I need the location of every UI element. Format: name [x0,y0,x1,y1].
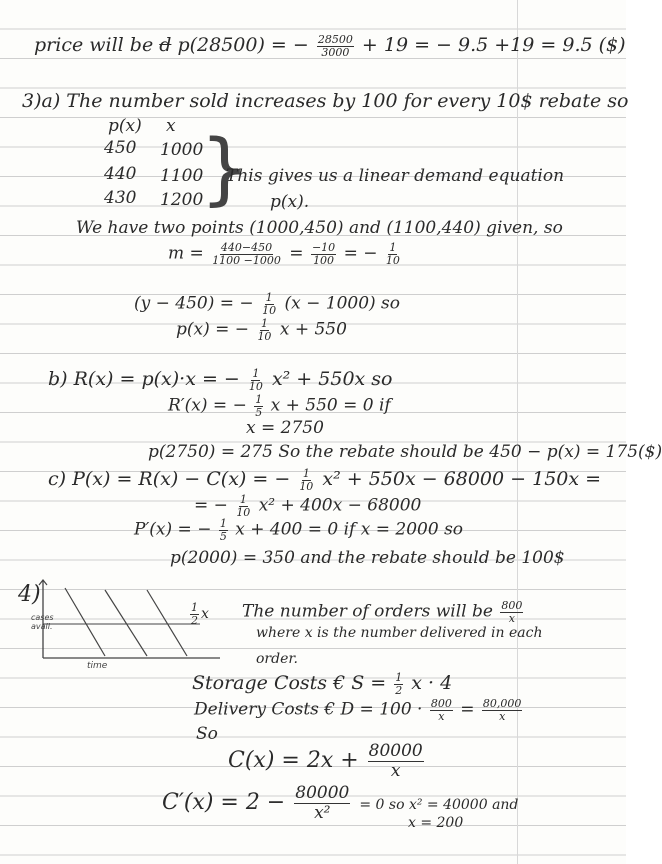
frac-num: 1 [302,467,310,480]
demand-frac [256,318,272,342]
rebate-line: p(2750) = 275 So the rebate should be 450 − p(x) = 175($) [148,442,662,462]
demand-result [176,318,347,342]
frac-num: 800 [501,599,523,612]
slope-m: m = [168,243,204,264]
frac-num: 80,000 [482,697,522,710]
q4-label: 4) [18,582,41,607]
frac-num: 1 [395,671,403,684]
storage-costs [192,672,452,696]
demand-result-a: p(x) = − [176,319,250,340]
graph-half-var: x [201,606,209,623]
delivery-frac-2 [482,698,523,722]
table-cell: 430 [104,188,137,208]
frac-den: 2 [191,613,198,627]
equals: = [289,243,304,264]
point-slope-line [134,292,400,316]
frac-den: 10 [262,303,277,317]
frac-den: 10 [257,329,272,343]
table-cell: 1100 [160,166,204,186]
profit-deriv-b: x + 400 = 0 if x = 2000 so [235,519,464,540]
cost-frac [368,742,424,780]
profit-frac [298,468,314,492]
orders-end: order. [256,651,298,667]
storage-b: x · 4 [411,672,453,695]
revenue-line [48,368,392,392]
final-rebate: p(2000) = 350 and the rebate should be 100$ [170,548,565,568]
frac-num: 1 [219,517,227,530]
price-fraction [317,34,354,58]
graph-half-frac [190,602,199,626]
frac-den: 3000 [321,45,350,59]
frac-den: 10 [299,479,314,493]
price-expr-a: p(28500) = − [177,34,309,57]
frac-den: 5 [219,529,227,543]
delivery-frac-1 [430,698,453,722]
cost-function [228,742,426,780]
frac-den: x² [314,802,331,823]
profit-line-2 [194,494,421,518]
slope-frac-3 [385,242,401,266]
margin-rule [517,0,518,864]
graph-sawtooth-3 [147,590,187,656]
frac-den: 5 [255,405,263,419]
cost-a: C(x) = 2x + [228,748,359,774]
equals: = [460,699,475,720]
table-header-p: p(x) [108,116,142,136]
graph-sawtooth-1 [65,588,105,656]
frac-num: 1 [265,291,273,304]
table-cell: 1000 [160,140,204,160]
orders-frac [500,600,523,624]
profit-deriv [134,518,463,542]
equals-minus: = − [343,243,378,264]
table-header-x: x [166,116,176,136]
table-cell: 440 [104,164,137,184]
graph-ylabel-1: cases [31,613,54,622]
cost-deriv-b: = 0 so x² = 40000 and [359,797,519,814]
delivery-a: Delivery Costs € D = 100 · [194,699,423,720]
profit-line [48,468,601,492]
storage-frac [394,672,403,696]
table-cell: 1200 [160,190,204,210]
curly-brace: } [200,124,250,214]
frac-num: 440−450 [220,241,273,254]
cost-derivative [162,784,518,822]
graph-xlabel: time [87,661,108,671]
revenue-frac [248,368,264,392]
frac-num: 80000 [368,741,423,761]
profit2-frac [235,494,251,518]
so-word: So [196,724,218,744]
struck-letter: d [159,34,172,57]
frac-den: x [499,709,506,723]
frac-den: x [438,709,445,723]
frac-num: 1 [252,367,260,380]
frac-den: x [508,611,515,625]
q3a-intro: 3)a) The number sold increases by 100 for every 10$ rebate so [22,90,629,112]
point-slope-a: (y − 450) = − [134,293,254,314]
frac-num: 28500 [317,33,353,46]
frac-num: −10 [311,241,336,254]
revenue-b: x² + 550x so [271,368,393,391]
linear-demand-px: p(x). [270,192,310,212]
profit2-a: = − [194,495,228,516]
demand-result-b: x + 550 [279,319,347,340]
profit2-b: x² + 400x − 68000 [258,495,422,516]
revenue-deriv-b: x + 550 = 0 if [270,395,391,416]
frac-num: 80000 [295,783,350,803]
frac-num: 1 [191,601,198,614]
price-prefix: price will be [34,34,154,57]
frac-den: 10 [248,379,263,393]
profit-deriv-a: P′(x) = − [134,519,212,540]
graph-ylabel-2: avail. [31,622,53,631]
slope-frac-2 [311,242,336,266]
two-points-line: We have two points (1000,450) and (1100,440) given, so [76,218,563,238]
x-equals-200: x = 200 [408,815,464,831]
frac-den: 2 [395,683,403,697]
frac-num: 1 [260,317,268,330]
frac-den: 10 [385,253,400,267]
frac-num: 1 [255,393,263,406]
slope-line [168,242,403,266]
point-slope-b: (x − 1000) so [284,293,401,314]
revenue-deriv [168,394,391,418]
revenue-a: b) R(x) = p(x)·x = − [48,368,240,391]
frac-den: x [390,760,401,781]
profit-a: c) P(x) = R(x) − C(x) = − [48,468,291,491]
frac-den: 1100 −1000 [212,253,281,267]
slope-frac-1 [211,242,282,266]
graph-half-x [188,602,209,626]
price-line [34,34,626,58]
revenue-deriv-frac [254,394,263,418]
linear-demand-note: This gives us a linear demand equation [226,166,565,186]
graph-sawtooth-2 [105,590,147,656]
profit-deriv-frac [219,518,228,542]
frac-den: 100 [313,253,335,267]
table-cell: 450 [104,138,137,158]
frac-num: 1 [239,493,247,506]
revenue-deriv-a: R′(x) = − [168,395,247,416]
point-slope-frac [261,292,277,316]
orders-a: The number of orders will be [242,601,493,622]
frac-num: 1 [389,241,397,254]
profit-b: x² + 550x − 68000 − 150x = [322,468,602,491]
orders-line [242,600,525,624]
frac-num: 800 [430,697,452,710]
delivery-costs [194,698,524,722]
cost-deriv-frac [294,784,350,822]
cost-deriv-a: C′(x) = 2 − [162,790,286,816]
orders-explain: where x is the number delivered in each [256,625,543,641]
storage-a: Storage Costs € S = [192,672,387,695]
frac-den: 10 [236,505,251,519]
x-value: x = 2750 [246,418,324,438]
price-expr-b: + 19 = − 9.5 +19 = 9.5 ($) [361,34,626,57]
